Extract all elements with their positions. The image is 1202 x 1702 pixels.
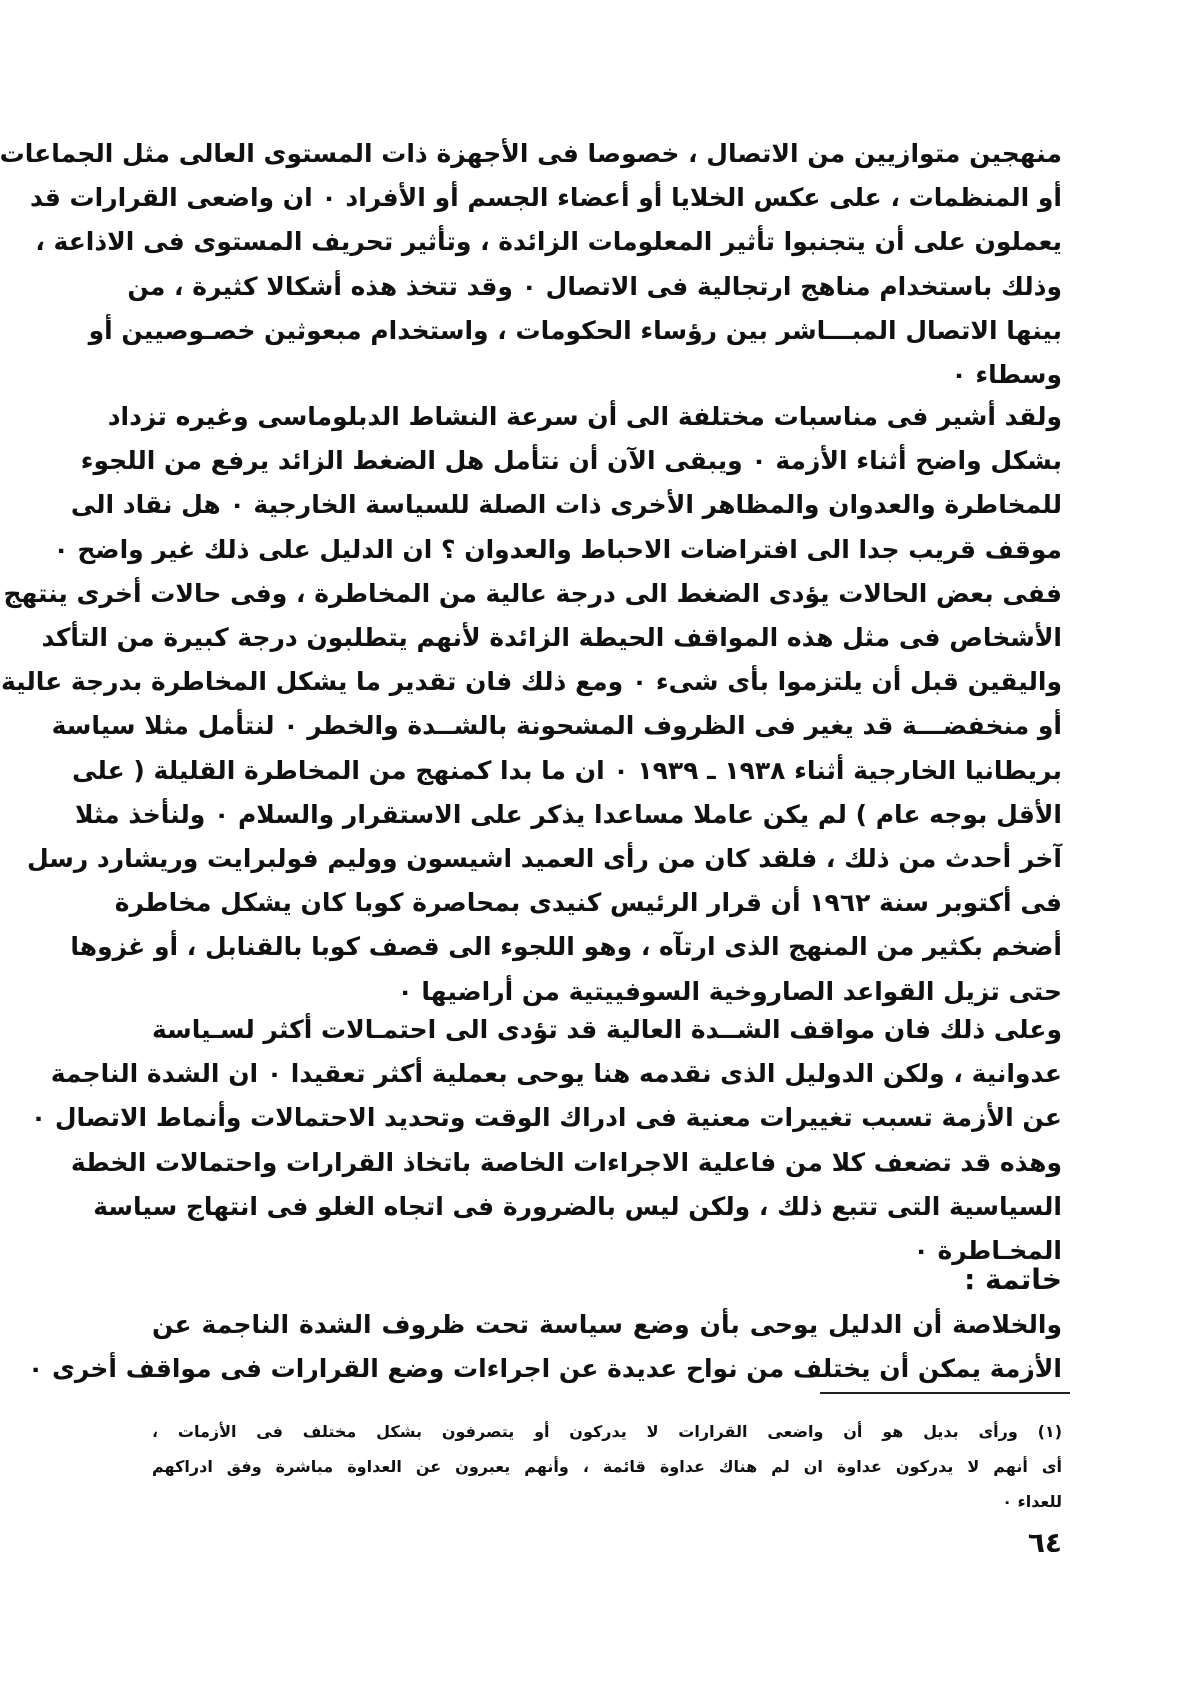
text-line: حتى تزيل القواعد الصاروخية السوفييتية من أراضيها ٠ (397, 976, 1062, 1006)
footnote-line: أى أنهم لا يدركون عداوة ان لم هناك عداوة قائمة ، وأنهم يعبرون عن العداوة مباشرة وفق ادراكهم (152, 1457, 1062, 1476)
text-line: آخر أحدث من ذلك ، فلقد كان من رأى العميد اشيسون ووليم فولبرايت وريشارد رسل (26, 844, 1062, 874)
text-line: واليقين قبل أن يلتزموا بأى شىء ٠ ومع ذلك فان تقدير ما يشكل المخاطرة بدرجة عالية (0, 667, 1062, 697)
text-line: وسطاء ٠ (951, 360, 1062, 390)
book-page (2, 0, 1202, 1702)
text-line: بينها الاتصال المبـــاشر بين رؤساء الحكومات ، واستخدام مبعوثين خصـوصيين أو (88, 315, 1062, 345)
text-line: الأشخاص فى مثل هذه المواقف الحيطة الزائدة لأنهم يتطلبون درجة كبيرة من التأكد (41, 623, 1062, 653)
text-line: وذلك باستخدام مناهج ارتجالية فى الاتصال ٠ وقد تتخذ هذه أشكالا كثيرة ، من (127, 271, 1062, 301)
text-line: أو المنظمات ، على عكس الخلايا أو أعضاء الجسم أو الأفراد ٠ ان واضعى القرارات قد (30, 183, 1062, 213)
section-heading-conclusion: خاتمة : (964, 1263, 1062, 1296)
text-line: عن الأزمة تسبب تغييرات معنية فى ادراك الوقت وتحديد الاحتمالات وأنماط الاتصال ٠ (30, 1103, 1062, 1133)
text-line: بشكل واضح أثناء الأزمة ٠ ويبقى الآن أن نتأمل هل الضغط الزائد يرفع من اللجوء (80, 446, 1062, 476)
text-line: ففى بعض الحالات يؤدى الضغط الى درجة عالية من المخاطرة ، وفى حالات أخرى ينتهج (3, 578, 1062, 608)
footnote (152, 1414, 1062, 1519)
text-line: فى أكتوبر سنة ١٩٦٢ أن قرار الرئيس كنيدى بمحاصرة كوبا كان يشكل مخاطرة (114, 888, 1062, 918)
conclusion-paragraph (27, 1303, 1062, 1391)
text-line: يعملون على أن يتجنبوا تأثير المعلومات الزائدة ، وتأثير تحريف المستوى فى الاذاعة ، (35, 227, 1062, 257)
text-line: للمخاطرة والعدوان والمظاهر الأخرى ذات الصلة للسياسة الخارجية ٠ هل نقاد الى (70, 490, 1062, 520)
paragraph-3 (30, 1008, 1062, 1273)
text-line: بريطانيا الخارجية أثناء ١٩٣٨ ـ ١٩٣٩ ٠ ان ما بدا كمنهج من المخاطرة القليلة ( على (72, 755, 1062, 785)
text-line: أضخم بكثير من المنهج الذى ارتآه ، وهو اللجوء الى قصف كوبا بالقنابل ، أو غزوها (70, 932, 1062, 962)
paragraph-2 (0, 395, 1062, 1014)
text-line: عدوانية ، ولكن الدوليل الذى نقدمه هنا يوحى بعملية أكثر تعقيدا ٠ ان الشدة الناجمة (50, 1059, 1062, 1089)
text-line: وهذه قد تضعف كلا من فاعلية الاجراءات الخاصة باتخاذ القرارات واحتمالات الخطة (70, 1147, 1062, 1177)
text-line: ولقد أشير فى مناسبات مختلفة الى أن سرعة النشاط الدبلوماسى وغيره تزداد (107, 402, 1062, 431)
footnote-line: (١) ورأى بديل هو أن واضعى القرارات لا يدركون أو يتصرفون بشكل مختلف فى الأزمات ، (152, 1422, 1062, 1441)
paragraph-1 (0, 132, 1062, 397)
text-line: وعلى ذلك فان مواقف الشــدة العالية قد تؤدى الى احتمـالات أكثر لسـياسة (152, 1015, 1062, 1044)
page-number: ٦٤ (1027, 1526, 1062, 1559)
footnote-divider (820, 1392, 1070, 1394)
text-line: منهجين متوازيين من الاتصال ، خصوصا فى الأجهزة ذات المستوى العالى مثل الجماعات (0, 139, 1062, 168)
text-line: أو منخفضـــة قد يغير فى الظروف المشحونة بالشــدة والخطر ٠ لنتأمل مثلا سياسة (51, 711, 1062, 741)
text-line: الأقل بوجه عام ) لم يكن عاملا مساعدا يذكر على الاستقرار والسلام ٠ ولنأخذ مثلا (74, 799, 1062, 829)
text-line: المخـاطرة ٠ (913, 1236, 1062, 1266)
text-line: والخلاصة أن الدليل يوحى بأن وضع سياسة تحت ظروف الشدة الناجمة عن (152, 1310, 1062, 1339)
footnote-line: للعداء ٠ (1002, 1492, 1062, 1511)
text-line: الأزمة يمكن أن يختلف من نواح عديدة عن اجراءات وضع القرارات فى مواقف أخرى ٠ (27, 1354, 1062, 1384)
text-line: السياسية التى تتبع ذلك ، ولكن ليس بالضرورة فى اتجاه الغلو فى انتهاج سياسة (93, 1191, 1062, 1221)
text-line: موقف قريب جدا الى افتراضات الاحباط والعدوان ؟ ان الدليل على ذلك غير واضح ٠ (53, 534, 1062, 564)
